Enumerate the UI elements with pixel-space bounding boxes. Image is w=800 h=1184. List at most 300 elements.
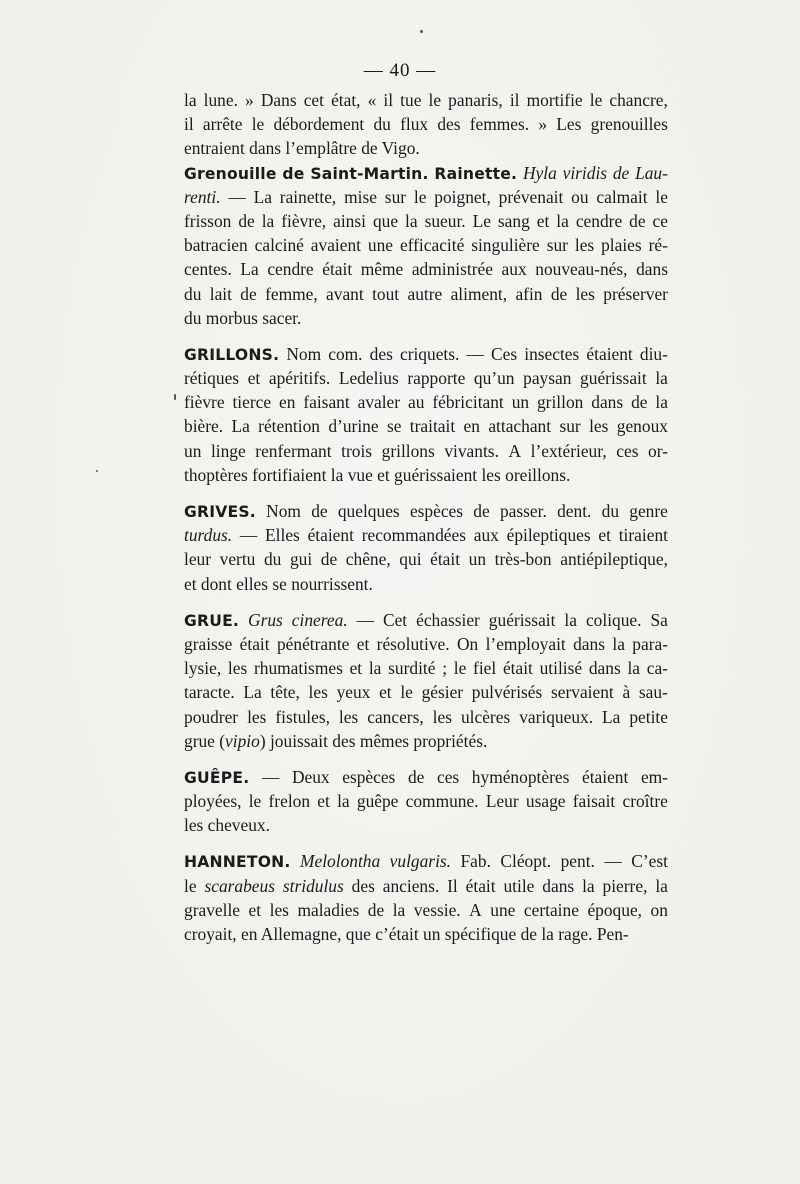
paragraph-gap: [184, 330, 668, 342]
word: [184, 547, 211, 571]
text-run: »: [538, 114, 548, 135]
word: [317, 789, 330, 813]
text-run: arrête: [202, 114, 243, 135]
text-run: l’employait: [485, 633, 566, 654]
text-run: poudrer: [184, 706, 239, 727]
paragraph-gap: [184, 753, 668, 765]
word: [469, 547, 486, 571]
text-run: singulière: [471, 235, 540, 256]
text-run: la: [655, 368, 668, 389]
word: [262, 209, 275, 233]
ink-speck: [96, 470, 98, 472]
text-run: était: [465, 875, 496, 896]
text-run: criquets.: [399, 343, 460, 364]
text-run: faisant: [303, 392, 350, 413]
text-run: gésier: [421, 682, 464, 703]
word: [220, 547, 256, 571]
word: [270, 680, 299, 704]
text-run: le: [428, 90, 442, 110]
text-run: pierre,: [602, 875, 648, 896]
word: [210, 282, 232, 306]
text-run: la: [261, 210, 275, 231]
text-run: et: [349, 658, 363, 679]
text-run: Leur: [485, 791, 519, 812]
text-run: leur: [184, 549, 212, 570]
text-run: efficacité: [399, 235, 465, 256]
text-run: cendre: [575, 210, 623, 231]
word: [311, 499, 327, 523]
text-run: croître: [622, 791, 668, 812]
text-line: [184, 874, 668, 898]
word: [473, 656, 496, 680]
paragraph-gap: [184, 487, 668, 499]
text-run: renfermant: [255, 440, 332, 461]
text-run: le: [655, 186, 668, 207]
text-run: —: [261, 766, 280, 787]
word: [266, 499, 301, 523]
word: [603, 282, 668, 306]
text-run: la: [655, 875, 668, 896]
text-line: [184, 112, 668, 136]
word: [471, 233, 540, 257]
text-run: sau-: [638, 682, 668, 703]
text-run: de: [629, 210, 646, 231]
word: [617, 414, 668, 438]
text-run: les: [432, 706, 452, 727]
word: [454, 656, 467, 680]
text-run: —: [466, 343, 484, 364]
word: [653, 209, 668, 233]
text-run: utilisé: [539, 658, 583, 679]
word: [362, 523, 466, 547]
word: [488, 414, 551, 438]
text-run: em-: [640, 766, 668, 787]
text-run: étaient: [586, 343, 633, 364]
text-run: rétiques: [184, 368, 240, 389]
word: [587, 898, 642, 922]
text-run: de: [631, 392, 648, 413]
text-run: Il: [447, 875, 458, 896]
word: [632, 632, 668, 656]
text-run: les: [269, 899, 289, 920]
text-run: variqueux.: [519, 706, 594, 727]
word: [461, 849, 491, 873]
word: [470, 112, 529, 136]
word: [357, 608, 374, 632]
text-run: administrée: [411, 259, 493, 280]
word: [589, 414, 608, 438]
text-line: [184, 499, 668, 523]
word: [406, 789, 479, 813]
word: [576, 209, 622, 233]
word: [590, 88, 603, 112]
text-run: tout: [372, 283, 400, 304]
word: [510, 88, 520, 112]
text-run: de: [367, 899, 385, 920]
word: [524, 342, 579, 366]
word: [269, 789, 311, 813]
word: [338, 499, 400, 523]
word: [367, 705, 423, 729]
word: [254, 185, 272, 209]
entry-heading: GRILLONS.: [184, 345, 280, 364]
text-run: La: [253, 186, 272, 207]
word: [358, 390, 400, 414]
word: [369, 656, 382, 680]
text-run: était: [322, 259, 353, 280]
word: [248, 366, 261, 390]
word: [281, 209, 326, 233]
entry-heading: GRUE.: [184, 611, 240, 630]
word: [407, 366, 465, 390]
text-run: sur: [546, 235, 568, 256]
word: [500, 499, 547, 523]
text-run: tiraient: [618, 525, 668, 546]
text-run: dans: [591, 392, 624, 413]
text-run: le: [248, 791, 262, 812]
text-line: [184, 572, 668, 596]
text-run: aliment,: [450, 283, 508, 304]
italic-term: renti.: [184, 186, 221, 207]
text-run: autre: [407, 283, 443, 304]
word: [254, 656, 343, 680]
text-run: nouveau-nés,: [535, 259, 628, 280]
word: [331, 88, 360, 112]
text-run: »: [245, 90, 254, 110]
text-run: plaies: [601, 235, 642, 256]
word: [586, 608, 642, 632]
word: [495, 547, 552, 571]
text-run: —: [239, 525, 258, 546]
text-run: les: [308, 682, 328, 703]
text-run: calmait: [596, 186, 648, 207]
word: [370, 342, 393, 366]
text-run: fistules,: [275, 706, 330, 727]
word: [368, 233, 393, 257]
text-run: le: [400, 682, 413, 703]
text-run: la: [564, 609, 577, 630]
word: [542, 874, 574, 898]
text-run: vertu: [219, 549, 256, 570]
text-run: linge: [210, 440, 246, 461]
word: [473, 499, 489, 523]
word: [228, 185, 245, 209]
text-run: de: [311, 501, 328, 521]
text-run: ;: [442, 658, 448, 679]
word: [339, 366, 399, 390]
text-line: [184, 414, 668, 438]
text-line: [184, 898, 668, 922]
text-run: du: [373, 114, 391, 135]
word: [437, 112, 460, 136]
word: [523, 366, 571, 390]
text-run: très-bon: [494, 549, 552, 570]
text-run: thoptères fortifiaient la vue et guérissaient les oreillons.: [184, 464, 571, 485]
ink-speck: [174, 394, 176, 400]
word: [357, 789, 399, 813]
text-run: un: [511, 392, 530, 413]
paragraph-gap: [184, 837, 668, 849]
word: [387, 414, 402, 438]
text-run: du: [184, 283, 202, 304]
word: [400, 112, 428, 136]
text-run: paysan: [523, 368, 572, 389]
word: [184, 414, 223, 438]
word: [601, 233, 642, 257]
word: [429, 88, 442, 112]
word: [629, 705, 668, 729]
text-run: épileptiques: [506, 525, 591, 546]
text-run: et: [317, 791, 330, 812]
text-run: rapporte: [407, 368, 466, 389]
text-run: il: [184, 114, 194, 135]
word: [596, 185, 647, 209]
text-run: le: [413, 186, 427, 207]
word: [636, 257, 668, 281]
word: [410, 499, 463, 523]
text-run: même: [360, 259, 404, 280]
word: [405, 209, 418, 233]
text-run: lysie,: [184, 658, 222, 679]
text-line: [184, 922, 668, 946]
text-run: au: [407, 392, 425, 413]
word: [377, 632, 450, 656]
text-run: «: [367, 90, 377, 110]
text-run: ulcères: [460, 706, 511, 727]
text-run: vivants.: [444, 440, 499, 461]
word: [561, 849, 595, 873]
word: [262, 765, 279, 789]
word: [311, 233, 361, 257]
word: [473, 209, 491, 233]
text-run: La: [231, 416, 250, 437]
text-run: para-: [632, 633, 668, 654]
word: [265, 523, 300, 547]
word: [433, 705, 452, 729]
word: [265, 282, 318, 306]
word: [184, 185, 221, 209]
text-run: et: [247, 368, 261, 389]
word: [647, 656, 668, 680]
text-run: espèces: [342, 766, 396, 787]
word: [373, 112, 390, 136]
word: [249, 898, 262, 922]
text-run: pent.: [560, 851, 595, 872]
word: [269, 366, 330, 390]
word: [232, 390, 271, 414]
text-line: [184, 88, 668, 112]
word: [357, 632, 370, 656]
text-run: du: [601, 501, 620, 521]
text-run: de: [238, 210, 255, 231]
text-run: était: [502, 658, 533, 679]
paragraph-p2: [184, 342, 668, 487]
word: [523, 161, 557, 185]
text-line: [184, 342, 668, 366]
word: [575, 233, 594, 257]
word: [410, 414, 455, 438]
word: [388, 656, 435, 680]
word: [582, 765, 628, 789]
text-run: et: [598, 525, 611, 546]
word: [184, 656, 221, 680]
text-run: mortifie: [526, 90, 583, 110]
word: [489, 608, 556, 632]
text-run: chancre,: [609, 90, 668, 110]
text-run: du: [263, 549, 282, 570]
text-run: ou: [571, 186, 589, 207]
word: [591, 112, 668, 136]
word: [629, 499, 668, 523]
text-run: étaient: [581, 766, 629, 787]
text-run: et: [536, 210, 550, 231]
text-run: diu-: [639, 343, 668, 364]
text-line: [184, 705, 668, 729]
italic-term: Melolontha: [300, 851, 381, 872]
text-run: la: [556, 210, 569, 231]
word: [390, 849, 451, 873]
page-number: — 40 —: [363, 60, 437, 81]
text-run: hyménoptères: [471, 766, 570, 787]
word: [602, 499, 619, 523]
word: [337, 789, 350, 813]
word: [292, 765, 330, 789]
text-run: étaient: [307, 525, 354, 546]
paragraph-p3: [184, 499, 668, 596]
text-run: grenouilles: [590, 114, 668, 135]
word: [273, 112, 364, 136]
text-run: un: [184, 440, 202, 461]
word: [303, 390, 349, 414]
text-run: la: [582, 875, 595, 896]
word: [184, 898, 240, 922]
word: [228, 656, 247, 680]
text-run: grillon: [536, 392, 584, 413]
text-run: certaine: [523, 899, 579, 920]
text-line: [184, 439, 668, 463]
text-line: [184, 789, 668, 813]
text-line: [184, 680, 668, 704]
text-run: antiépileptique,: [560, 549, 668, 570]
text-run: frelon: [268, 791, 311, 812]
text-run: la: [655, 392, 668, 413]
text-run: traitait: [409, 416, 456, 437]
text-run: calciné: [254, 235, 304, 256]
text-run: dans: [573, 633, 605, 654]
text-run: gui: [289, 549, 313, 570]
text-run: le: [453, 658, 467, 679]
text-run: ployées,: [184, 791, 242, 812]
italic-term: Grus: [248, 609, 283, 630]
word: [547, 233, 568, 257]
ink-speck: [420, 30, 423, 33]
text-run: d’urine: [328, 416, 379, 437]
text-run: gravelle: [184, 899, 241, 920]
text-line: [184, 136, 668, 160]
text-run: La: [240, 259, 259, 280]
text-run: le: [184, 875, 197, 896]
word: [616, 439, 638, 463]
text-run: passer.: [499, 501, 547, 521]
word: [526, 789, 566, 813]
word: [255, 439, 331, 463]
text-run: la: [184, 90, 197, 110]
word: [249, 789, 262, 813]
word: [309, 680, 328, 704]
text-run: les: [247, 706, 267, 727]
word: [508, 439, 521, 463]
text-run: sang: [497, 210, 530, 231]
text-run: les: [227, 658, 248, 679]
text-run: tierce: [232, 392, 272, 413]
text-run: grillons: [381, 440, 435, 461]
text-run: —: [228, 186, 246, 207]
word: [564, 608, 577, 632]
word: [612, 632, 625, 656]
word: [649, 233, 668, 257]
word: [491, 342, 517, 366]
italic-term: Hyla: [522, 162, 557, 183]
word: [261, 88, 297, 112]
word: [373, 209, 398, 233]
text-run: pulvérisés: [471, 682, 543, 703]
text-run: dans: [588, 658, 621, 679]
text-run: attachant: [488, 416, 552, 437]
word: [400, 233, 464, 257]
text-run: ces: [436, 766, 460, 787]
word: [648, 439, 668, 463]
word: [472, 680, 543, 704]
text-line: [184, 306, 668, 330]
word: [322, 257, 352, 281]
word: [321, 547, 337, 571]
word: [580, 366, 647, 390]
text-run: fébricitant: [432, 392, 504, 413]
text-run: Le: [472, 210, 491, 231]
text-run: il: [383, 90, 394, 110]
text-run: rainette,: [279, 186, 337, 207]
word: [519, 705, 593, 729]
text-line: [184, 463, 668, 487]
text-run: qu’un: [473, 368, 515, 389]
word: [304, 88, 324, 112]
word: [531, 439, 607, 463]
text-run: ce: [652, 210, 668, 231]
word: [437, 765, 459, 789]
word: [372, 282, 399, 306]
word: [383, 88, 393, 112]
word: [499, 185, 564, 209]
word: [448, 88, 503, 112]
word: [573, 789, 616, 813]
word: [551, 282, 567, 306]
text-run: les: [575, 283, 595, 304]
text-run: colique.: [585, 609, 642, 630]
word: [627, 656, 640, 680]
text-run: mise: [344, 186, 377, 207]
word: [184, 765, 249, 789]
text-line: [184, 849, 668, 873]
text-run: Nom: [286, 343, 322, 364]
text-run: lune.: [203, 90, 238, 110]
text-run: qui: [399, 549, 422, 570]
text-run: les cheveux.: [184, 815, 270, 836]
word: [472, 765, 570, 789]
text-run: état,: [331, 90, 361, 110]
text-run: usage: [525, 791, 566, 812]
word: [655, 390, 668, 414]
text-run: la: [405, 210, 418, 231]
